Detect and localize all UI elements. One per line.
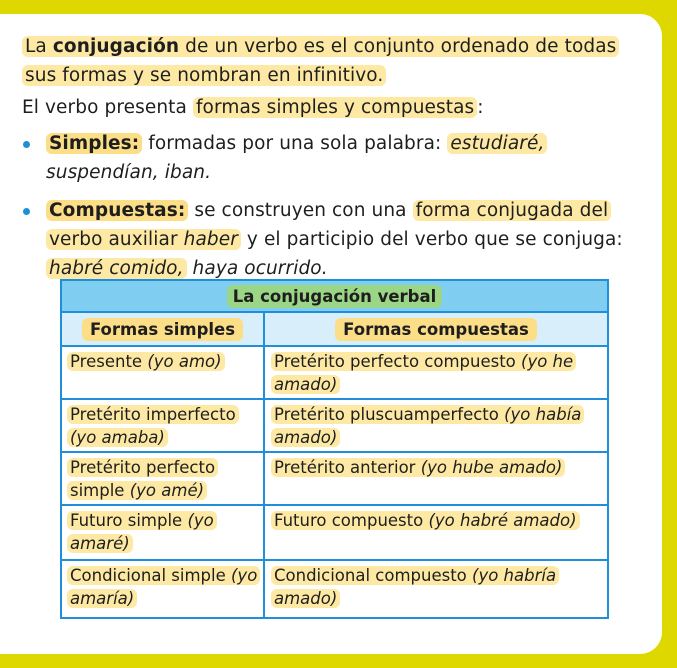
simple-form-cell: [62, 453, 265, 504]
table-row: [62, 347, 607, 400]
bullet-compound-text2: y el participio del verbo que se conjuga:: [240, 229, 623, 250]
compound-form-example: (yo he amado): [274, 352, 574, 394]
compound-form-cell: [265, 561, 607, 617]
definition-paragraph: [22, 32, 642, 90]
compound-form-name: Pretérito perfecto compuesto: [274, 352, 522, 371]
simple-form-name: Presente: [70, 352, 148, 371]
definition-term: conjugación: [52, 36, 180, 57]
compound-form-example: (yo habré amado): [428, 511, 577, 530]
table-row: [62, 506, 607, 561]
bullet-compound-example-highlight: habré comido,: [46, 258, 187, 279]
bullet-compound: [24, 196, 642, 283]
bullet-simple: [24, 129, 642, 187]
compound-form-cell: [265, 453, 607, 504]
simple-form-name: Futuro simple: [70, 511, 188, 530]
table-row: [62, 561, 607, 617]
simple-form-example: (yo amo): [147, 352, 222, 371]
simple-form-name: Pretérito imperfecto: [70, 405, 236, 424]
column-header-simple: Formas simples: [82, 318, 243, 341]
compound-form-cell: [265, 400, 607, 451]
auxiliary-verb: haber: [183, 229, 238, 250]
column-header-compound: Formas compuestas: [335, 318, 537, 341]
table-header-row: [62, 313, 607, 347]
simple-form-example: (yo amaría): [70, 566, 258, 608]
bullet-simple-example-highlight: estudiaré,: [447, 133, 547, 154]
simple-form-cell: [62, 400, 265, 451]
compound-form-cell: [265, 506, 607, 559]
definition-rest: de un verbo es el conjunto ordenado de todas sus formas y se nombran en infinitivo.: [25, 36, 617, 86]
bullet-simple-label: Simples:: [49, 133, 140, 154]
table-row: [62, 453, 607, 506]
forms-highlight: formas simples y compuestas: [193, 97, 477, 118]
bullet-compound-examples: haya ocurrido.: [186, 258, 328, 279]
simple-form-example: (yo amaba): [70, 428, 165, 447]
definition-pre: La: [25, 36, 53, 57]
bullet-simple-examples: suspendían, iban.: [46, 162, 212, 183]
simple-form-cell: [62, 561, 265, 617]
definition-highlight: [22, 36, 619, 86]
forms-pre: El verbo presenta: [22, 97, 193, 118]
compound-form-example: (yo habría amado): [274, 566, 557, 608]
compound-form-name: Futuro compuesto: [274, 511, 429, 530]
forms-post: :: [477, 97, 484, 118]
compound-form-name: Pretérito pluscuamperfecto: [274, 405, 505, 424]
compound-form-cell: [265, 347, 607, 398]
simple-form-cell: [62, 506, 265, 559]
simple-form-name: Pretérito perfecto simple: [70, 458, 216, 500]
bullet-dot: [23, 141, 30, 148]
simple-form-example: (yo amé): [129, 481, 205, 500]
conjugation-table: [60, 279, 609, 619]
forms-paragraph: [22, 93, 642, 122]
simple-form-example: (yo amaré): [70, 511, 214, 553]
compound-form-name: Condicional compuesto: [274, 566, 473, 585]
auxiliary-text: forma conjugada del verbo auxiliar: [49, 200, 609, 250]
compound-form-example: (yo hube amado): [420, 458, 563, 477]
compound-form-name: Pretérito anterior: [274, 458, 421, 477]
bullet-compound-text1: se construyen con una: [188, 200, 413, 221]
table-title-bar: [62, 281, 607, 313]
table-title: La conjugación verbal: [227, 285, 443, 308]
table-row: [62, 400, 607, 453]
bullet-simple-text: formadas por una sola palabra:: [142, 133, 448, 154]
compound-form-example: (yo había amado): [274, 405, 582, 447]
bullet-dot: [23, 208, 30, 215]
bullet-compound-label: Compuestas:: [49, 200, 186, 221]
simple-form-cell: [62, 347, 265, 398]
simple-form-name: Condicional simple: [70, 566, 231, 585]
